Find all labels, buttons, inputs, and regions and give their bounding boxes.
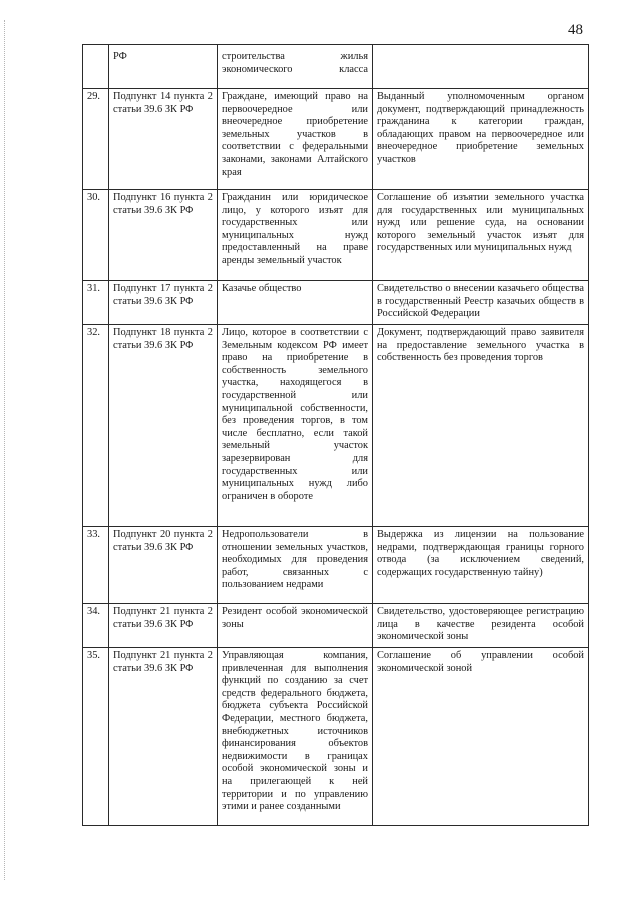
row-number-cell bbox=[83, 45, 109, 89]
row-number-cell: 32. bbox=[83, 325, 109, 527]
legal-reference-cell: Подпункт 21 пункта 2 статьи 39.6 ЗК РФ bbox=[109, 648, 218, 826]
required-document-cell: Выданный уполномоченным органом документ, подтверждающий принадлежность гражданина к категории граждан, обладающих правом на первоочередное или внеочередное приобретение земельных участков bbox=[373, 89, 589, 190]
legal-reference-cell: Подпункт 14 пункта 2 статьи 39.6 ЗК РФ bbox=[109, 89, 218, 190]
row-number-cell: 35. bbox=[83, 648, 109, 826]
legal-reference-cell: Подпункт 21 пункта 2 статьи 39.6 ЗК РФ bbox=[109, 604, 218, 648]
row-number-cell: 29. bbox=[83, 89, 109, 190]
row-number-cell: 31. bbox=[83, 281, 109, 325]
legal-reference-cell: Подпункт 20 пункта 2 статьи 39.6 ЗК РФ bbox=[109, 527, 218, 604]
applicant-category-cell: Управляющая компания, привлеченная для выполнения функций по созданию за счет средств федерального бюджета, бюджета субъекта Российской Федерации, местного бюджета, внебюджетных источников финансирования объектов недвижимости в границах особой экономической зоны и на прилегающей к ней территории и по управлению этими и ранее созданными bbox=[218, 648, 373, 826]
required-document-cell bbox=[373, 45, 589, 89]
applicant-category-cell: Лицо, которое в соответствии с Земельным кодексом РФ имеет право на приобретение в собственность земельного участка, находящегося в государственной или муниципальной собственности, без проведения торгов, в том числе бесплатно, если такой земельный участок зарезервирован для государственных или муниципальных нужд либо ограничен в обороте bbox=[218, 325, 373, 527]
applicant-category-cell: Казачье общество bbox=[218, 281, 373, 325]
table-row bbox=[83, 527, 589, 604]
table-row bbox=[83, 190, 589, 281]
table-row bbox=[83, 281, 589, 325]
required-document-cell: Свидетельство о внесении казачьего общества в государственный Реестр казачьих обществ в Российской Федерации bbox=[373, 281, 589, 325]
row-number-cell: 33. bbox=[83, 527, 109, 604]
scan-edge-marks bbox=[4, 20, 5, 880]
table-body bbox=[83, 45, 589, 826]
row-number-cell: 34. bbox=[83, 604, 109, 648]
legal-reference-cell: Подпункт 18 пункта 2 статьи 39.6 ЗК РФ bbox=[109, 325, 218, 527]
required-document-cell: Документ, подтверждающий право заявителя на предоставление земельного участка в собственность без проведения торгов bbox=[373, 325, 589, 527]
page-number: 48 bbox=[568, 22, 583, 38]
table-row bbox=[83, 604, 589, 648]
row-number-cell: 30. bbox=[83, 190, 109, 281]
required-document-cell: Свидетельство, удостоверяющее регистрацию лица в качестве резидента особой экономической зоны bbox=[373, 604, 589, 648]
applicant-category-cell: Граждане, имеющий право на первоочередное или внеочередное приобретение земельных участков в соответствии с федеральными законами, законами Алтайского края bbox=[218, 89, 373, 190]
applicant-category-cell: строительства жилья экономического класса bbox=[218, 45, 373, 89]
applicant-category-cell: Гражданин или юридическое лицо, у которого изъят для государственных или муниципальных нужд предоставленный на праве аренды земельный участок bbox=[218, 190, 373, 281]
applicant-category-cell: Резидент особой экономической зоны bbox=[218, 604, 373, 648]
legal-reference-cell: РФ bbox=[109, 45, 218, 89]
required-document-cell: Выдержка из лицензии на пользование недрами, подтверждающая границы горного отвода (за исключением сведений, содержащих государственную тайну) bbox=[373, 527, 589, 604]
table-row bbox=[83, 45, 589, 89]
table-row bbox=[83, 325, 589, 527]
table-row bbox=[83, 89, 589, 190]
legal-reference-cell: Подпункт 16 пункта 2 статьи 39.6 ЗК РФ bbox=[109, 190, 218, 281]
required-document-cell: Соглашение об управлении особой экономической зоной bbox=[373, 648, 589, 826]
legal-reference-cell: Подпункт 17 пункта 2 статьи 39.6 ЗК РФ bbox=[109, 281, 218, 325]
land-plot-documents-table bbox=[82, 44, 589, 826]
required-document-cell: Соглашение об изъятии земельного участка для государственных или муниципальных нужд или решение суда, на основании которого земельный участок изъят для государственных или муниципальных нужд bbox=[373, 190, 589, 281]
table-row bbox=[83, 648, 589, 826]
applicant-category-cell: Недропользователи в отношении земельных участков, необходимых для проведения работ, связанных с пользованием недрами bbox=[218, 527, 373, 604]
